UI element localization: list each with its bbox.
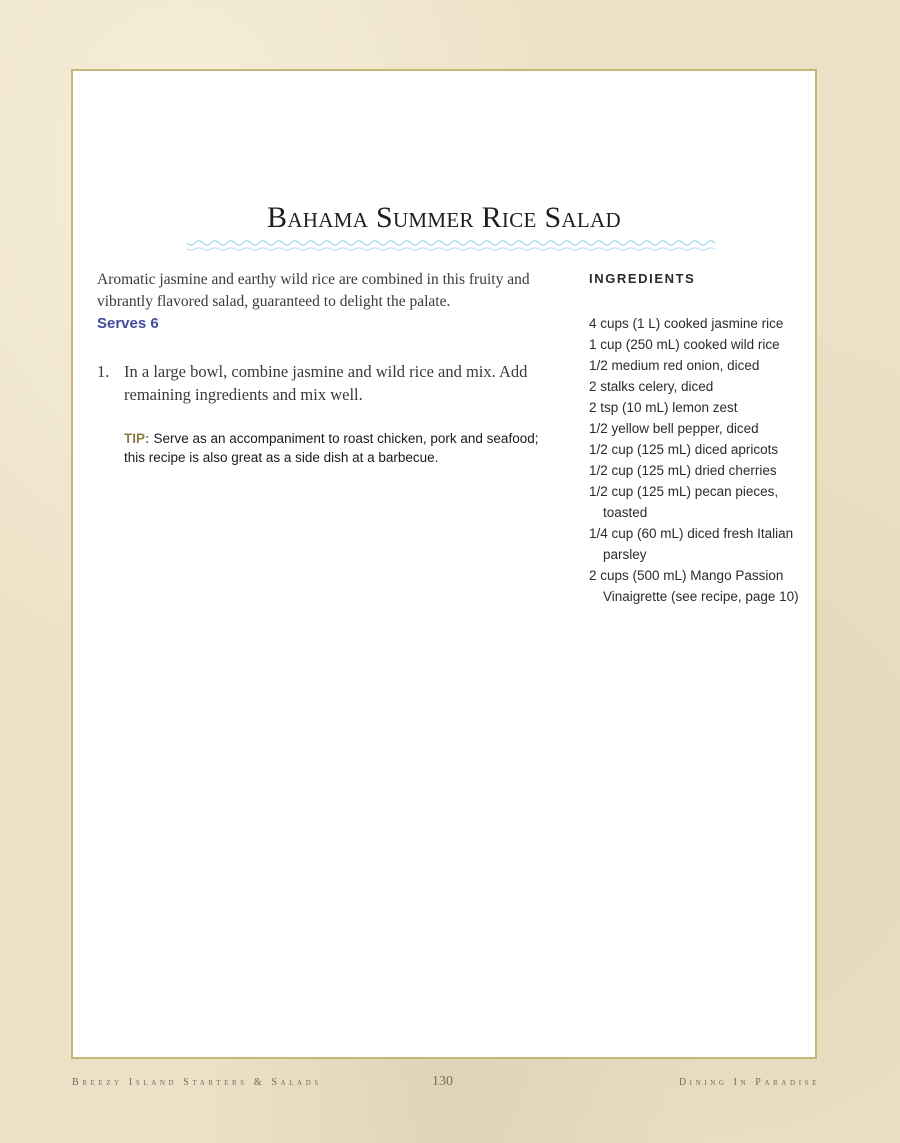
tip-text: Serve as an accompaniment to roast chicken, pork and seafood; this recipe is also great as a side dish at a barbecue. [124,431,539,465]
ingredient-item: 2 cups (500 mL) Mango Passion Vinaigrette (see recipe, page 10) [589,568,799,604]
serves-label: Serves 6 [97,315,159,332]
ingredient-item: 1/2 cup (125 mL) dried cherries [589,463,777,478]
recipe-title: Bahama Summer Rice Salad [267,201,621,234]
ingredients-list [589,313,814,607]
ingredients-heading: INGREDIENTS [589,271,696,286]
wave-divider [187,239,715,253]
ingredient-item: 1/4 cup (60 mL) diced fresh Italian parsley [589,526,794,562]
ingredient-item: 4 cups (1 L) cooked jasmine rice [589,316,784,331]
page-number: 130 [432,1074,453,1089]
ingredient-item: 1/2 yellow bell pepper, diced [589,421,759,436]
step-text: In a large bowl, combine jasmine and wild rice and mix. Add remaining ingredients and mix well. [124,362,528,404]
ingredient-item: 2 tsp (10 mL) lemon zest [589,400,738,415]
ingredient-item: 1/2 medium red onion, diced [589,358,760,373]
footer-book-title: Dining In Paradise [678,1077,820,1088]
recipe-card [71,69,817,1059]
ingredient-item: 2 stalks celery, diced [589,379,714,394]
page-footer [0,1074,900,1094]
ingredient-item: 1/2 cup (125 mL) diced apricots [589,442,779,457]
ingredient-item: 1/2 cup (125 mL) pecan pieces, toasted [589,484,779,520]
footer-section-title: Breezy Island Starters & Salads [72,1077,322,1088]
recipe-intro: Aromatic jasmine and earthy wild rice are combined in this fruity and vibrantly flavored salad, guaranteed to delight the palate. [97,271,530,310]
ingredient-item: 1 cup (250 mL) cooked wild rice [589,337,780,352]
step-number: 1. [97,362,110,381]
method-step [97,360,567,406]
tip [124,429,554,467]
tip-label: TIP: [124,431,150,446]
